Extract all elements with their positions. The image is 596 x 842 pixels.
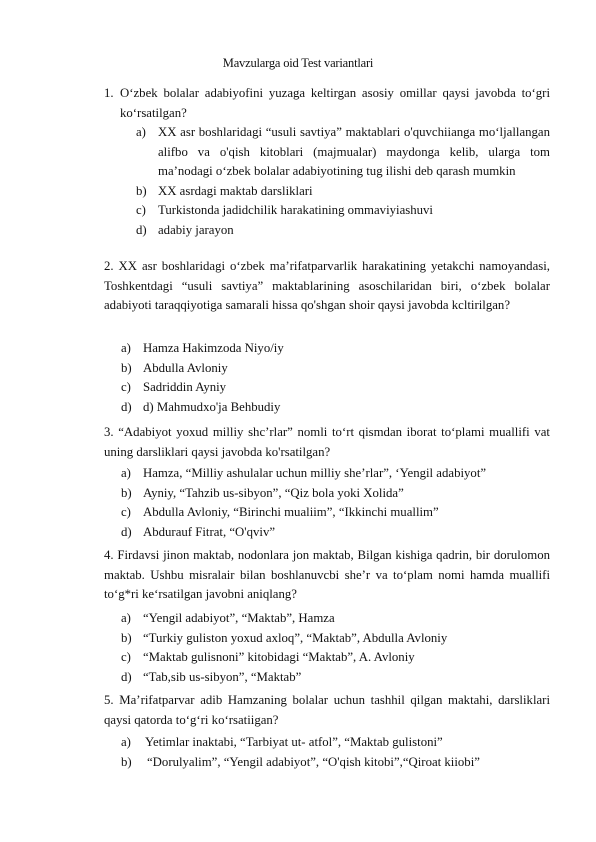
- question-4: 4. Firdavsi jinon maktab, nodonlara jon maktab, Bilgan kishiga qadrin, bir dorulomon maktab. Ushbu misralair bilan boshlanuvcbi she’r va to‘plam nomi hamda muallifi to‘g*ri ke‘rsatilgan javobni aniqlang?: [104, 548, 550, 602]
- option-2c: [121, 378, 550, 398]
- option-letter: a): [121, 611, 131, 625]
- option-5a: [121, 733, 550, 753]
- question-1-text: O‘zbek bolalar adabiyofini yuzaga keltirgan asosiy omillar qaysi javobda to‘gri ko‘rsatilgan?: [120, 86, 550, 120]
- option-1b: [136, 182, 550, 202]
- option-letter: a): [121, 735, 131, 749]
- question-1-options: [136, 123, 550, 241]
- option-letter: b): [121, 360, 132, 375]
- option-letter: c): [121, 650, 131, 665]
- question-1-number: 1.: [104, 86, 114, 100]
- option-text: XX asr boshlaridagi “usuli savtiya” maktablari o'quvchiianga mo‘ljallangan alifbo va o'qish kitoblari (majmualar) maydonga kelib, ularga tom ma’nodagi o‘zbek bolalar adabiyotining tug ilishi deb qarash mumkin: [158, 125, 550, 179]
- question-4-options: [121, 609, 550, 687]
- option-text: “Tab,sib us-sibyon”, “Maktab”: [143, 669, 302, 684]
- option-text: Abdulla Avloniy, “Birinchi mualiim”, “Ikkinchi muallim”: [143, 505, 439, 520]
- option-5b: [121, 753, 550, 773]
- option-letter: b): [121, 485, 132, 500]
- option-text: d) Mahmudxo'ja Behbudiy: [143, 399, 281, 414]
- option-text: Ayniy, “Tahzib us-sibyon”, “Qiz bola yoki Xolida”: [143, 485, 404, 500]
- option-letter: b): [136, 183, 147, 198]
- option-text: Turkistonda jadidchilik harakatining ommaviyiashuvi: [158, 203, 433, 218]
- option-1d: [136, 221, 550, 241]
- option-text: “Yengil adabiyot”, “Maktab”, Hamza: [143, 611, 335, 625]
- option-text: Sadriddin Ayniy: [143, 380, 227, 395]
- option-3d: [121, 523, 550, 543]
- option-1a: [136, 123, 550, 182]
- option-letter: b): [121, 754, 132, 769]
- question-5-options: [121, 733, 550, 772]
- option-2b: [121, 359, 550, 379]
- option-letter: d): [136, 222, 147, 237]
- option-text: Abdurauf Fitrat, “O'qviv”: [143, 524, 276, 539]
- option-text: Yetimlar inaktabi, “Tarbiyat ut- atfol”, “Maktab gulistoni”: [145, 735, 443, 749]
- option-2a: [121, 339, 550, 359]
- option-text: “Turkiy guliston yoxud axloq”, “Maktab”, Abdulla Avloniy: [143, 630, 448, 645]
- option-text: Hamza Hakimzoda Niyo/iy: [143, 341, 284, 355]
- option-text: “Dorulyalim”, “Yengil adabiyot”, “O'qish kitobi”,“Qiroat kiiobi”: [147, 754, 480, 769]
- option-letter: a): [121, 341, 131, 355]
- option-letter: c): [136, 203, 146, 218]
- option-letter: a): [136, 125, 146, 139]
- option-letter: b): [121, 630, 132, 645]
- question-2: 2. XX asr boshlaridagi o‘zbek ma’rifatparvarlik harakatining yetakchi namoyandasi, Toshkentdagi “usuli savtiya” maktablarining asoschilaridan biri, o‘zbek bolalar adabiyoti taraqqiyotiga samarali hissa qo'shgan shoir qaysi javobda kcltirilgan?: [104, 259, 550, 313]
- option-3b: [121, 484, 550, 504]
- option-4c: [121, 648, 550, 668]
- option-text: “Maktab gulisnoni” kitobidagi “Maktab”, A. Avloniy: [143, 650, 415, 665]
- option-4b: [121, 629, 550, 649]
- option-letter: c): [121, 380, 131, 395]
- option-text: Hamza, “Milliy ashulalar uchun milliy she’rlar”, ‘Yengil adabiyot”: [143, 466, 487, 480]
- option-letter: c): [121, 505, 131, 520]
- option-2d: [121, 398, 550, 418]
- option-text: adabiy jarayon: [158, 222, 234, 237]
- option-3c: [121, 503, 550, 523]
- option-letter: d): [121, 399, 132, 414]
- option-letter: d): [121, 524, 132, 539]
- option-letter: a): [121, 466, 131, 480]
- question-5: 5. Ma’rifatparvar adib Hamzaning bolalar uchun tashhil qilgan maktahi, darsliklari qaysi qatorda to‘g‘ri ko‘rsatiigan?: [104, 693, 550, 727]
- page-title: Mavzularga oid Test variantlari: [222, 56, 374, 70]
- question-3-options: [121, 464, 550, 542]
- option-3a: [121, 464, 550, 484]
- option-1c: [136, 201, 550, 221]
- option-letter: d): [121, 669, 132, 684]
- question-3: 3. “Adabiyot yoxud milliy shc’rlar” nomli to‘rt qismdan iborat to‘plami muallifi vat uning darsliklari qaysi javobda ko'rsatilgan?: [104, 425, 550, 459]
- option-text: XX asrdagi maktab darsliklari: [158, 183, 313, 198]
- question-2-options: [121, 339, 550, 417]
- question-1: [104, 84, 550, 123]
- option-text: Abdulla Avloniy: [143, 360, 228, 375]
- option-4a: [121, 609, 550, 629]
- option-4d: [121, 668, 550, 688]
